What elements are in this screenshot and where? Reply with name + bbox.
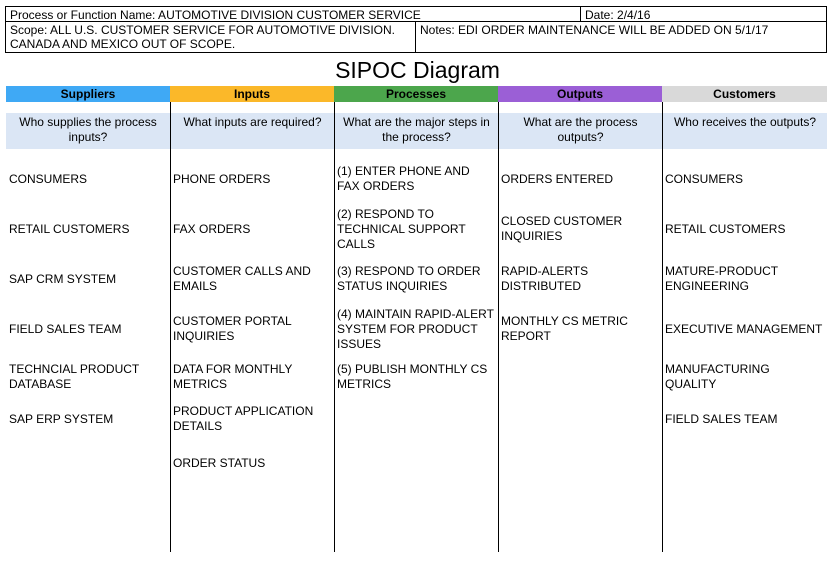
processes-item <box>337 164 470 194</box>
scope-line-1: Scope: ALL U.S. CUSTOMER SERVICE FOR AUTOMOTIVE DIVISION. <box>10 23 395 37</box>
customers-question-line: Who receives the outputs? <box>673 115 817 129</box>
customers-item-line: MATURE-PRODUCT <box>665 264 779 278</box>
customers-item-line: FIELD SALES TEAM <box>665 412 778 426</box>
inputs-item-line: INQUIRIES <box>173 329 235 343</box>
customers-header: Customers <box>662 86 827 102</box>
notes-field: Notes: EDI ORDER MAINTENANCE WILL BE ADDED ON 5/1/17 <box>420 23 769 37</box>
outputs-header: Outputs <box>498 86 662 102</box>
outputs-question-line: outputs? <box>557 130 604 144</box>
customers-item-line: ENGINEERING <box>665 279 750 293</box>
suppliers-question <box>6 113 170 149</box>
suppliers-header: Suppliers <box>6 86 170 102</box>
inputs-item <box>173 404 313 434</box>
customers-item <box>665 222 785 237</box>
customers-item <box>665 412 777 427</box>
suppliers-item-line: CONSUMERS <box>9 172 88 186</box>
outputs-question-line: What are the process <box>523 115 638 129</box>
processes-item-line: (2) RESPOND TO <box>337 207 434 221</box>
inputs-item-line: METRICS <box>173 377 227 391</box>
customers-item-line: EXECUTIVE MANAGEMENT <box>665 322 823 336</box>
outputs-item-line: MONTHLY CS METRIC <box>501 314 628 328</box>
inputs-item-line: ORDER STATUS <box>173 456 266 470</box>
processes-question-line: What are the major steps in <box>343 115 490 129</box>
outputs-item-line: DISTRIBUTED <box>501 279 582 293</box>
customers-item-line: MANUFACTURING <box>665 362 770 376</box>
inputs-item <box>173 222 250 237</box>
outputs-item-line: REPORT <box>501 329 551 343</box>
process-name: Process or Function Name: AUTOMOTIVE DIVISION CUSTOMER SERVICE <box>6 7 581 21</box>
customers-item <box>665 362 770 392</box>
customers-item-line: CONSUMERS <box>665 172 744 186</box>
processes-item-line: FAX ORDERS <box>337 179 415 193</box>
processes-item-line: ISSUES <box>337 337 382 351</box>
customers-item <box>665 264 778 294</box>
outputs-item-line: RAPID-ALERTS <box>501 264 589 278</box>
outputs-item <box>501 314 628 344</box>
inputs-item <box>173 172 270 187</box>
suppliers-item-line: FIELD SALES TEAM <box>9 322 122 336</box>
processes-item <box>337 362 487 392</box>
column-divider <box>662 102 663 552</box>
suppliers-item <box>9 272 116 287</box>
suppliers-item-line: TECHNCIAL PRODUCT <box>9 362 140 376</box>
processes-item-line: SYSTEM FOR PRODUCT <box>337 322 478 336</box>
inputs-item <box>173 314 292 344</box>
suppliers-question-line: inputs? <box>68 130 108 144</box>
inputs-question-line: What inputs are required? <box>183 115 322 129</box>
inputs-item-line: FAX ORDERS <box>173 222 251 236</box>
suppliers-item-line: RETAIL CUSTOMERS <box>9 222 130 236</box>
processes-item-line: (3) RESPOND TO ORDER <box>337 264 481 278</box>
inputs-item-line: DATA FOR MONTHLY <box>173 362 293 376</box>
customers-item-line: RETAIL CUSTOMERS <box>665 222 786 236</box>
processes-item <box>337 207 466 252</box>
inputs-item <box>173 264 311 294</box>
processes-item-line: (5) PUBLISH MONTHLY CS <box>337 362 488 376</box>
suppliers-item <box>9 172 87 187</box>
suppliers-item <box>9 362 139 392</box>
inputs-item-line: PHONE ORDERS <box>173 172 271 186</box>
processes-item-line: TECHNICAL SUPPORT <box>337 222 466 236</box>
inputs-item-line: PRODUCT APPLICATION <box>173 404 314 418</box>
suppliers-item-line: SAP ERP SYSTEM <box>9 412 114 426</box>
scope-line-2: CANADA AND MEXICO OUT OF SCOPE. <box>10 37 236 51</box>
outputs-item <box>501 214 622 244</box>
inputs-question <box>171 113 334 149</box>
outputs-item <box>501 172 613 187</box>
suppliers-item-line: DATABASE <box>9 377 72 391</box>
suppliers-item <box>9 322 121 337</box>
customers-item <box>665 172 743 187</box>
processes-item-line: CALLS <box>337 237 376 251</box>
outputs-item-line: ORDERS ENTERED <box>501 172 614 186</box>
suppliers-item <box>9 222 129 237</box>
column-divider <box>334 102 335 552</box>
inputs-item <box>173 362 292 392</box>
outputs-question <box>499 113 662 149</box>
customers-question <box>663 113 827 149</box>
outputs-item-line: CLOSED CUSTOMER <box>501 214 623 228</box>
processes-item-line: METRICS <box>337 377 391 391</box>
processes-header: Processes <box>334 86 498 102</box>
inputs-item-line: CUSTOMER CALLS AND <box>173 264 311 278</box>
inputs-header: Inputs <box>170 86 334 102</box>
outputs-item-line: INQUIRIES <box>501 229 563 243</box>
customers-item-line: QUALITY <box>665 377 717 391</box>
suppliers-question-line: Who supplies the process <box>19 115 157 129</box>
inputs-item <box>173 456 265 471</box>
outputs-item <box>501 264 588 294</box>
column-divider <box>170 102 171 552</box>
processes-question-line: the process? <box>382 130 451 144</box>
processes-item-line: (1) ENTER PHONE AND <box>337 164 470 178</box>
processes-item <box>337 307 494 352</box>
suppliers-item <box>9 412 113 427</box>
column-divider <box>498 102 499 552</box>
suppliers-item-line: SAP CRM SYSTEM <box>9 272 117 286</box>
page-title: SIPOC Diagram <box>335 57 500 83</box>
processes-question <box>335 113 498 149</box>
inputs-item-line: DETAILS <box>173 419 223 433</box>
customers-item <box>665 322 822 337</box>
scope-field <box>6 22 416 52</box>
inputs-item-line: CUSTOMER PORTAL <box>173 314 292 328</box>
processes-item-line: (4) MAINTAIN RAPID-ALERT <box>337 307 494 321</box>
processes-item <box>337 264 481 294</box>
header-row-scope <box>5 21 827 53</box>
date-field: Date: 2/4/16 <box>585 8 651 22</box>
inputs-item-line: EMAILS <box>173 279 218 293</box>
header-row-process <box>5 6 827 22</box>
processes-item-line: STATUS INQUIRIES <box>337 279 448 293</box>
